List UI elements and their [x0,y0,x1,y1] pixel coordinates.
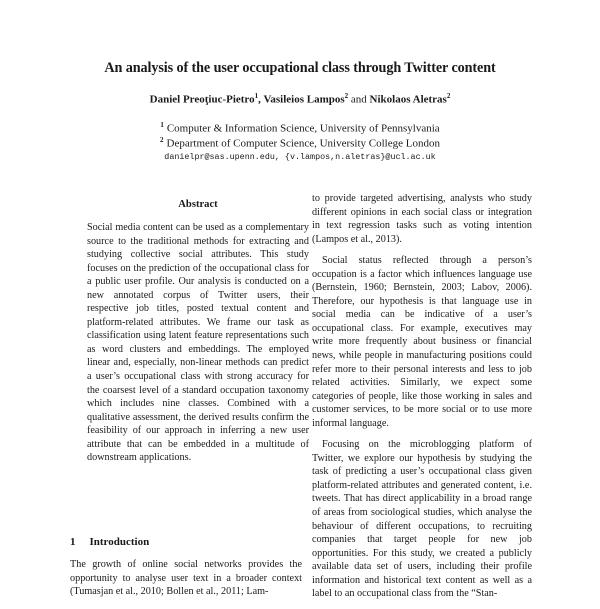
author-separator: and [348,93,370,106]
paragraph: Social status reflected through a person’s occupation is a factor which influences language use (Bernstein, 1960; Bernstein, 2003; Labov, 2006). Therefore, our hypothesis is that language use in social media can be indicative of a user’s occupational class. For example, executives may write more frequently about business or financial news, while people in manufacturing positions could refer more to their personal interests and less to job related activities. Similarly, we expect some categories of people, like those working in sales and customer services, to be more social or to use more informal language. [312,255,532,429]
author-list [0,92,600,106]
author-affiliation-mark: 1 [254,92,259,100]
author-separator: , [258,93,264,106]
author-name: Vasileios Lampos [263,93,345,106]
affiliation-text: Computer & Information Science, University of Pennsylvania [166,122,440,135]
author-name: Nikolaos Aletras [369,93,447,106]
section-title: Introduction [89,536,150,548]
author-name: Daniel Preoţiuc-Pietro [149,93,255,106]
affiliation-line [0,136,600,150]
abstract-heading: Abstract [178,199,218,210]
affiliation-line [0,121,600,135]
paper-title: An analysis of the user occupational class through Twitter content [104,60,496,76]
paragraph: Focusing on the microblogging platform of Twitter, we explore our hypothesis by studying the task of predicting a user’s occupational class given platform-related attributes and generated content, i.e. tweets. That has direct applicability in a broad range of areas from sociological studies, which analyse the behaviour of different occupations, to recruiting companies that target people for new job opportunities. For this study, we created a publicly available data set of users, including their profile information and historical text content as well as a label to an occupational class from the “Stan- [312,439,532,600]
paragraph: The growth of online social networks provides the opportunity to analyse user text in a broader context (Tumasjan et al., 2010; Bollen et al., 2011; Lam- [70,559,302,598]
author-emails[interactable]: danielpr@sas.upenn.edu, {v.lampos,n.aletras}@ucl.ac.uk [164,152,436,162]
section-number: 1 [70,536,76,548]
right-column-body [312,192,532,609]
introduction-body [70,558,302,599]
paragraph: to provide targeted advertising, analysts who study different opinions in each social class or integration in text regression tasks such as voting intention (Lampos et al., 2013). [312,193,532,245]
section-heading [70,536,149,548]
affiliation-mark: 2 [160,136,164,144]
abstract-body: Social media content can be used as a complementary source to the traditional methods for extracting and studying collective social attributes. This study focuses on the prediction of the occupational class for a public user profile. Our analysis is conducted on a new annotated corpus of Twitter users, their respective job titles, posted textual content and platform-related attributes. We frame our task as classification using latent feature representations such as word clusters and embeddings. The employed linear and, especially, non-linear methods can predict a user’s occupational class with strong accuracy for the coarsest level of a standard occupation taxonomy which includes nine classes. Combined with a qualitative assessment, the derived results confirm the feasibility of our approach in inferring a new user attribute that can be embedded in a multitude of downstream applications. [87,222,309,464]
affiliation-mark: 1 [160,121,164,129]
author-affiliation-mark: 2 [446,92,451,100]
author-affiliation-mark: 2 [344,92,349,100]
affiliation-text: Department of Computer Science, University College London [166,137,440,150]
